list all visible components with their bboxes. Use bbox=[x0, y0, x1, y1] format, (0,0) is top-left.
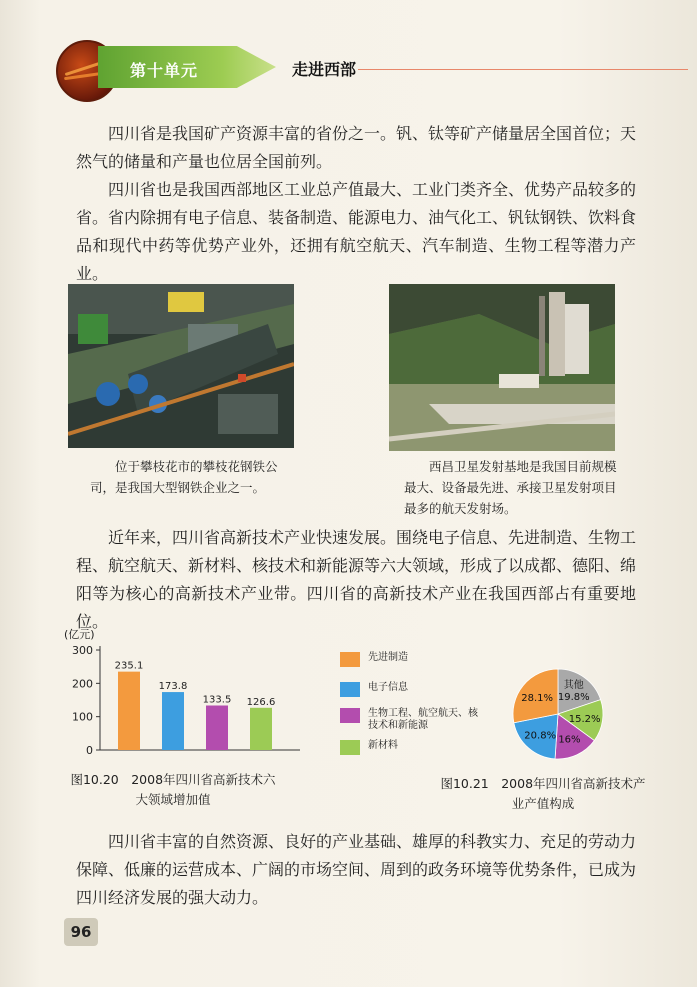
y-tick-label: 100 bbox=[72, 710, 93, 724]
launch-site-photo bbox=[389, 284, 615, 451]
pie-slice-name: 其他 bbox=[563, 680, 584, 692]
y-tick-label: 200 bbox=[72, 677, 93, 691]
pie-chart bbox=[508, 664, 608, 764]
bar bbox=[118, 672, 140, 750]
bar bbox=[250, 708, 272, 750]
bar-value-label: 126.6 bbox=[246, 696, 276, 708]
bar-value-label: 235.1 bbox=[114, 660, 144, 672]
legend-label: 生物工程、航空航天、核技术和新能源 bbox=[368, 708, 478, 731]
bar bbox=[162, 692, 184, 750]
legend-swatch bbox=[340, 682, 360, 697]
pie-slice-label: 15.2% bbox=[568, 714, 601, 726]
legend-label: 新材料 bbox=[368, 740, 398, 751]
unit-label: 第十单元 bbox=[130, 61, 199, 80]
paragraph-industry: 四川省也是我国西部地区工业总产值最大、工业门类齐全、优势产品较多的省。省内除拥有电子信息、装备制造、能源电力、油气化工、钒钛钢铁、饮料食品和现代中药等优势产业外，还拥有航空航天、汽车制造、生物工程等潜力产业。 bbox=[76, 180, 637, 283]
figure-10-21-caption: 图10.21 2008年四川省高新技术产业产值构成 bbox=[440, 776, 646, 811]
legend-swatch bbox=[340, 708, 360, 723]
header-rule bbox=[358, 69, 688, 70]
section-title: 走进西部 bbox=[292, 60, 357, 79]
figure-10-20-caption: 图10.20 2008年四川省高新技术六大领域增加值 bbox=[70, 772, 276, 807]
y-axis-unit: (亿元) bbox=[64, 628, 95, 641]
paragraph-advantages: 四川省丰富的自然资源、良好的产业基础、雄厚的科教实力、充足的劳动力保障、低廉的运营成本、广阔的市场空间、周到的政务环境等优势条件，已成为四川经济发展的强大动力。 bbox=[76, 832, 637, 907]
paragraph-hightech: 近年来，四川省高新技术产业快速发展。围绕电子信息、先进制造、生物工程、航空航天、新材料、核技术和新能源等六大领域，形成了以成都、德阳、绵阳等为核心的高新技术产业带。四川省的高新技术产业在我国西部占有重要地位。 bbox=[76, 528, 637, 631]
bar-value-label: 133.5 bbox=[202, 694, 232, 706]
bar-chart bbox=[60, 628, 310, 764]
paragraph-minerals: 四川省是我国矿产资源丰富的省份之一。钒、钛等矿产储量居全国首位；天然气的储量和产量也位居全国前列。 bbox=[76, 124, 637, 171]
chart-legend bbox=[340, 650, 490, 760]
pie-slice-label: 20.8% bbox=[524, 730, 557, 742]
legend-swatch bbox=[340, 652, 360, 667]
unit-header bbox=[56, 40, 686, 100]
bar-value-label: 173.8 bbox=[158, 681, 188, 693]
steel-plant-caption: 位于攀枝花市的攀枝花钢铁公司，是我国大型钢铁企业之一。 bbox=[90, 459, 278, 495]
legend-swatch bbox=[340, 740, 360, 755]
page-number: 96 bbox=[64, 918, 98, 946]
pie-slice-label: 19.8% bbox=[557, 692, 590, 704]
pie-slice-label: 28.1% bbox=[521, 692, 554, 704]
bar bbox=[206, 706, 228, 751]
legend-label: 电子信息 bbox=[368, 682, 408, 693]
steel-plant-photo bbox=[68, 284, 294, 448]
pie-slice-label: 16% bbox=[558, 734, 581, 746]
y-tick-label: 0 bbox=[86, 744, 93, 757]
y-tick-label: 300 bbox=[72, 644, 93, 657]
legend-label: 先进制造 bbox=[368, 652, 408, 663]
launch-site-caption: 西昌卫星发射基地是我国目前规模最大、设备最先进、承接卫星发射项目最多的航天发射场。 bbox=[404, 459, 617, 516]
